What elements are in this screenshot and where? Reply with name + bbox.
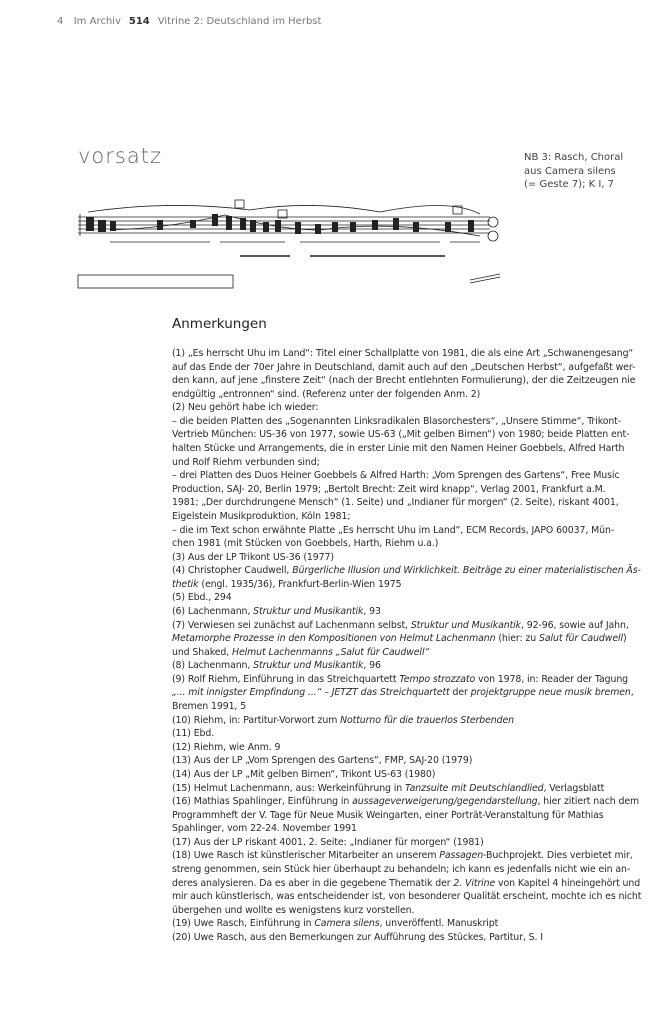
note-line	[172, 605, 641, 619]
note-text: Production, SAJ- 20, Berlin 1979; „Bertolt Brecht: Zeit wird knapp“, Verlag 2001, Frankfurt a.M.	[172, 483, 606, 495]
note-line	[172, 686, 641, 700]
note-line	[172, 564, 641, 578]
note-text: Programmheft der V. Tage für Neue Musik Weingarten, einer Porträt-Veranstaltung für Mathias	[172, 809, 604, 821]
note-line	[172, 428, 641, 442]
note-line	[172, 361, 641, 375]
note-line	[172, 863, 641, 877]
note-line	[172, 401, 641, 415]
note-line	[172, 347, 641, 361]
note-text: endgültig „entronnen“ sind. (Referenz unter der folgenden Anm. 2)	[172, 388, 481, 400]
note-text: und Shaked,	[172, 646, 233, 658]
note-text: (15) Helmut Lachenmann, aus: Werkeinführung in	[172, 782, 406, 794]
italic-title: Bürgerliche Illusion und Wirklichkeit. Beiträge zu einer materialistischen Äs-	[292, 565, 641, 577]
note-line	[172, 849, 641, 863]
note-text: – die im Text schon erwähnte Platte „Es herrscht Uhu im Land“, ECM Records, JAPO 60037, Mün-	[172, 524, 615, 536]
note-line	[172, 537, 641, 551]
note-text: (11) Ebd.	[172, 728, 215, 740]
italic-title: Passagen	[439, 850, 484, 862]
note-text: ,	[630, 687, 634, 699]
note-text: (18) Uwe Rasch ist künstlerischer Mitarbeiter an unserem	[172, 850, 440, 862]
note-text: (14) Aus der LP „Mit gelben Birnen“, Trikont US-63 (1980)	[172, 768, 436, 780]
note-line	[172, 795, 641, 809]
note-line	[172, 931, 641, 945]
note-line	[172, 483, 641, 497]
note-text: (8) Lachenmann,	[172, 660, 254, 672]
caption-line: aus Camera silens	[524, 165, 616, 177]
note-line	[172, 374, 641, 388]
note-line	[172, 632, 641, 646]
note-text: (19) Uwe Rasch, Einführung in	[172, 918, 315, 930]
note-line	[172, 388, 641, 402]
note-line	[172, 904, 641, 918]
note-text: (16) Mathias Spahlinger, Einführung in	[172, 796, 353, 808]
note-text: (7) Verwiesen sei zunächst auf Lachenmann selbst,	[172, 619, 411, 631]
figure-caption	[524, 151, 623, 192]
music-notation-example	[50, 170, 520, 300]
italic-title: Tempo strozzato	[399, 673, 476, 685]
note-text: (13) Aus der LP „Vom Sprengen des Gartens“, FMP, SAJ-20 (1979)	[172, 755, 473, 767]
note-line	[172, 673, 641, 687]
italic-title: aussageverweigerung/gegendarstellung	[352, 796, 538, 808]
italic-title: Helmut Lachenmanns „Salut für Caudwell“	[232, 646, 430, 658]
endnotes	[172, 347, 641, 944]
note-line	[172, 714, 641, 728]
note-line	[172, 456, 641, 470]
note-line	[172, 578, 641, 592]
note-text: , hier zitiert nach dem	[537, 796, 640, 808]
note-text: streng genommen, sein Stück hier überhaupt zu behandeln; ich kann es jedenfalls nicht wie ein an-	[172, 863, 631, 875]
note-line	[172, 727, 641, 741]
note-line	[172, 551, 641, 565]
note-text: )	[623, 633, 627, 645]
note-line	[172, 619, 641, 633]
note-line	[172, 754, 641, 768]
italic-title: Struktur und Musikantik	[253, 605, 364, 617]
note-line	[172, 836, 641, 850]
note-line	[172, 768, 641, 782]
italic-title: Struktur und Musikantik	[410, 619, 521, 631]
chapter-title: Im Archiv	[73, 16, 121, 27]
italic-title: thetik	[172, 578, 199, 590]
italic-title: 2. Vitrine	[453, 877, 496, 889]
note-text: mir auch künstlerisch, was entscheidender ist, von besonderer Qualität erscheint, mochte ich es nicht	[172, 891, 642, 903]
note-line	[172, 782, 641, 796]
note-text: auf das Ende der 70er Jahre in Deutschland, damit auch auf den „Deutschen Herbst“, aufgefaßt wer-	[172, 361, 636, 373]
caption-line: (= Geste 7); K I, 7	[524, 179, 615, 190]
note-text: , Verlagsblatt	[543, 782, 605, 794]
note-text: Vertrieb München: US-36 von 1977, sowie US-63 („Mit gelben Birnen“) von 1980; beide Platten ent-	[172, 429, 630, 441]
note-line	[172, 741, 641, 755]
note-text: den kann, auf jene „finstere Zeit“ (nach der Brecht entlehnten Formulierung), der die Zeitzeugen nie	[172, 375, 636, 387]
italic-title: Camera silens	[314, 918, 380, 930]
italic-title: projektgruppe neue musik bremen	[470, 687, 631, 699]
note-text: (3) Aus der LP Trikont US-36 (1977)	[172, 551, 334, 563]
note-text: – drei Platten des Duos Heiner Goebbels & Alfred Harth: „Vom Sprengen des Gartens“, Free Music	[172, 470, 620, 482]
note-line	[172, 524, 641, 538]
note-line	[172, 415, 641, 429]
italic-title: „... mit innigster Empfindung ...“ – JETZT das Streichquartett	[172, 687, 450, 699]
italic-title: Salut für Caudwell	[539, 633, 624, 645]
note-text: (17) Aus der LP riskant 4001, 2. Seite: „Indianer für morgen“ (1981)	[172, 836, 484, 848]
note-text: (6) Lachenmann,	[172, 605, 254, 617]
note-text: von Kapitel 4 hineingehört und	[495, 877, 641, 889]
note-text: , 96	[363, 660, 381, 672]
note-line	[172, 917, 641, 931]
note-text: 1981; „Der durchdrungene Mensch“ (1. Seite) und „Indianer für morgen“ (2. Seite), riskant 4001,	[172, 497, 619, 509]
section-heading: Anmerkungen	[172, 316, 267, 332]
note-line	[172, 591, 641, 605]
note-line	[172, 877, 641, 891]
italic-title: Metamorphe Prozesse in den Kompositionen von Helmut Lachenmann	[172, 633, 496, 645]
note-text: der	[449, 687, 471, 699]
note-text: chen 1981 (mit Stücken von Goebbels, Harth, Riehm u.a.)	[172, 538, 439, 550]
note-line	[172, 442, 641, 456]
note-line	[172, 700, 641, 714]
vorsatz-logo: vorsatz	[78, 144, 162, 168]
note-text: Eigelstein Musikproduktion, Köln 1981;	[172, 510, 351, 522]
italic-title: Tanzsuite mit Deutschlandlied	[405, 782, 544, 794]
note-text: (12) Riehm, wie Anm. 9	[172, 741, 281, 753]
note-text: , 92-96, sowie auf Jahn,	[521, 619, 629, 631]
note-text: (hier: zu	[495, 633, 539, 645]
note-text: (4) Christopher Caudwell,	[172, 565, 293, 577]
note-text: (5) Ebd., 294	[172, 592, 232, 604]
note-line	[172, 890, 641, 904]
note-text: , 93	[363, 605, 381, 617]
chapter-number: 4	[57, 16, 64, 27]
note-line	[172, 822, 641, 836]
note-text: Bremen 1991, 5	[172, 701, 247, 713]
note-text: (9) Rolf Riehm, Einführung in das Streichquartett	[172, 673, 400, 685]
running-header	[57, 16, 321, 27]
note-text: halten Stücke und Arrangements, die in erster Linie mit den Namen Heiner Goebbels, Alfred Harth	[172, 443, 625, 455]
note-text: , unveröffentl. Manuskript	[379, 918, 499, 930]
staff-lines	[78, 217, 490, 233]
note-text: und Rolf Riehm verbunden sind;	[172, 456, 320, 468]
note-text: übergehen und wollte es wenigstens kurz vorstellen.	[172, 904, 415, 916]
note-line	[172, 659, 641, 673]
italic-title: Notturno für die trauerlos Sterbenden	[340, 714, 514, 726]
note-text: (2) Neu gehört habe ich wieder:	[172, 402, 319, 414]
note-line	[172, 496, 641, 510]
note-text: (10) Riehm, in: Partitur-Vorwort zum	[172, 714, 341, 726]
note-text: – die beiden Platten des „Sogenannten Linksradikalen Blasorchesters“, „Unsere Stimme“, Trikont-	[172, 415, 622, 427]
note-text: (20) Uwe Rasch, aus den Bemerkungen zur Aufführung des Stückes, Partitur, S. I	[172, 931, 543, 943]
caption-line: NB 3: Rasch, Choral	[524, 152, 624, 163]
section-title: Vitrine 2: Deutschland im Herbst	[157, 16, 322, 27]
note-text: (engl. 1935/36), Frankfurt-Berlin-Wien 1975	[198, 578, 402, 590]
note-line	[172, 469, 641, 483]
note-text: Spahlinger, vom 22-24. November 1991	[172, 823, 357, 835]
note-line	[172, 646, 641, 660]
note-text: deres analysieren. Da es aber in die gegebene Thematik der	[172, 877, 454, 889]
note-line	[172, 510, 641, 524]
page-number: 514	[128, 16, 150, 27]
note-text: von 1978, in: Reader der Tagung	[475, 673, 629, 685]
note-text: -Buchprojekt. Dies verbietet mir,	[483, 850, 633, 862]
note-line	[172, 809, 641, 823]
note-text: (1) „Es herrscht Uhu im Land“: Titel einer Schallplatte von 1981, die als eine Art „Schwanengesang“	[172, 348, 634, 359]
italic-title: Struktur und Musikantik	[253, 660, 364, 672]
